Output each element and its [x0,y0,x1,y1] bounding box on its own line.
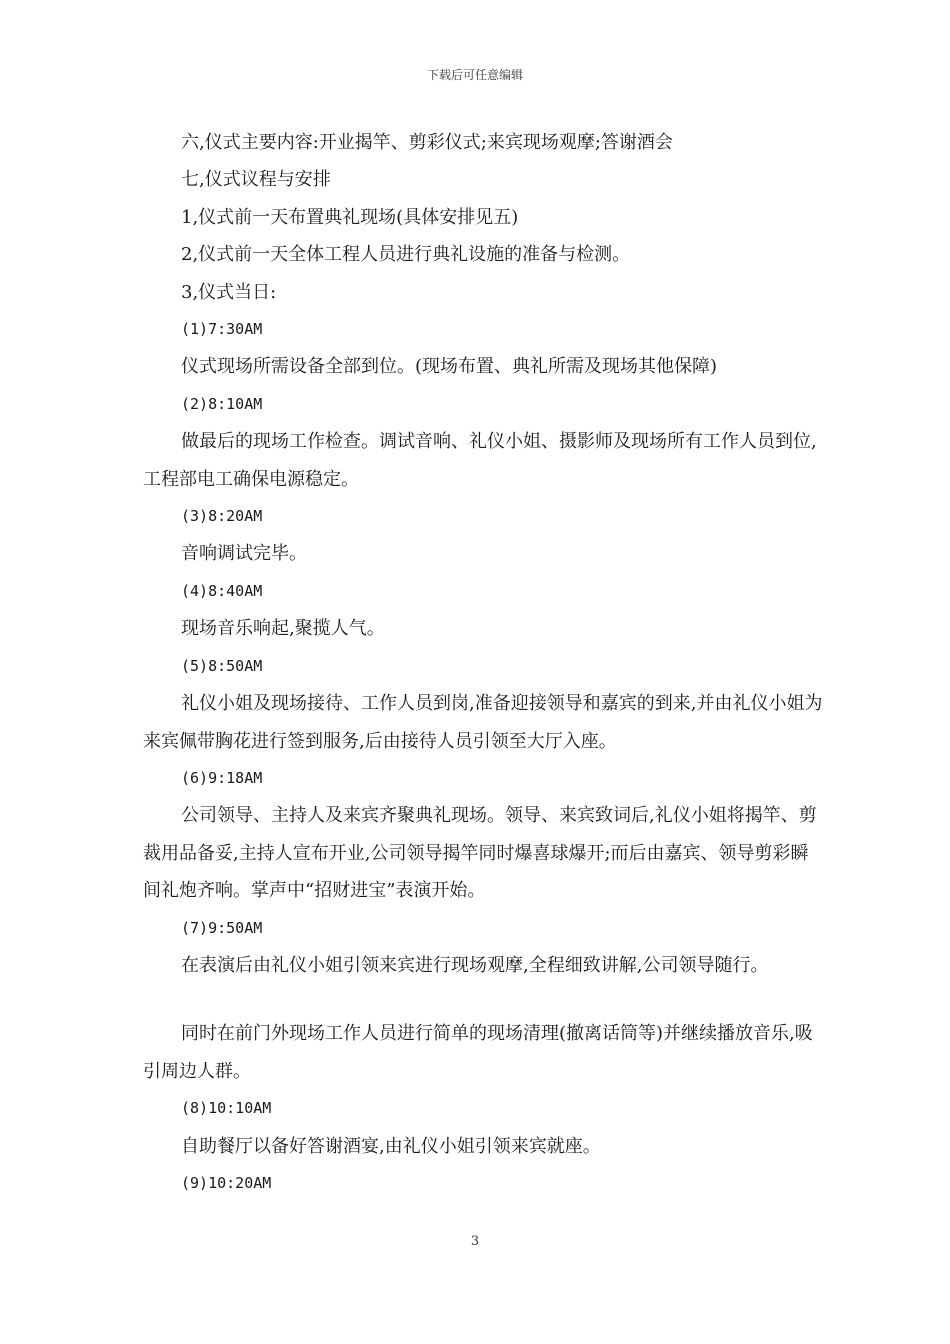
paragraph-text: 公司领导、主持人及来宾齐聚典礼现场。领导、来宾致词后,礼仪小姐将揭竿、剪裁用品备妥,主持人宣布开业,公司领导揭竿同时爆喜球爆开;而后由嘉宾、领导剪彩瞬间礼炮齐响。掌声中“招财进宝”表演开始。 [143,805,817,902]
paragraph-text: 礼仪小姐及现场接待、工作人员到岗,准备迎接领导和嘉宾的到来,并由礼仪小姐为来宾佩带胸花进行签到服务,后由接待人员引领至大厅入座。 [143,693,823,752]
paragraph-text: 音响调试完毕。 [181,543,307,565]
paragraph-item-3: 3,仪式当日: [181,281,277,303]
paragraph-text: 在表演后由礼仪小姐引领来宾进行现场观摩,全程细致讲解,公司领导随行。 [181,954,769,976]
document-body [143,124,823,1202]
paragraph-text: 同时在前门外现场工作人员进行简单的现场清理(撤离话筒等)并继续播放音乐,吸引周边人群。 [143,1023,813,1082]
paragraph-item-2: 2,仪式前一天全体工程人员进行典礼设施的准备与检测。 [181,244,631,266]
paragraph-text: 现场音乐响起,聚揽人气。 [181,618,385,640]
paragraph-text: 做最后的现场工作检查。调试音响、礼仪小姐、摄影师及现场所有工作人员到位,工程部电工确保电源稳定。 [143,431,817,490]
page-header: 下载后可任意编辑 [426,68,523,82]
time-label-2: (2)8:10AM [181,394,263,413]
page-number: 3 [470,1234,480,1249]
paragraph-text: 仪式现场所需设备全部到位。(现场布置、典礼所需及现场其他保障) [181,356,718,378]
time-label-9: (9)10:20AM [181,1173,272,1192]
time-label-1: (1)7:30AM [181,320,263,339]
time-label-5: (5)8:50AM [181,656,263,675]
time-label-6: (6)9:18AM [181,768,263,787]
time-label-7: (7)9:50AM [181,918,263,937]
time-label-8: (8)10:10AM [181,1099,272,1118]
time-label-3: (3)8:20AM [181,507,263,526]
time-label-4: (4)8:40AM [181,581,263,600]
paragraph-text: 自助餐厅以备好答谢酒宴,由礼仪小姐引领来宾就座。 [181,1135,601,1157]
paragraph-agenda-heading: 七,仪式议程与安排 [181,169,331,191]
paragraph-ceremony-content: 六,仪式主要内容:开业揭竿、剪彩仪式;来宾现场观摩;答谢酒会 [181,132,673,153]
paragraph-item-1: 1,仪式前一天布置典礼现场(具体安排见五) [181,206,519,228]
